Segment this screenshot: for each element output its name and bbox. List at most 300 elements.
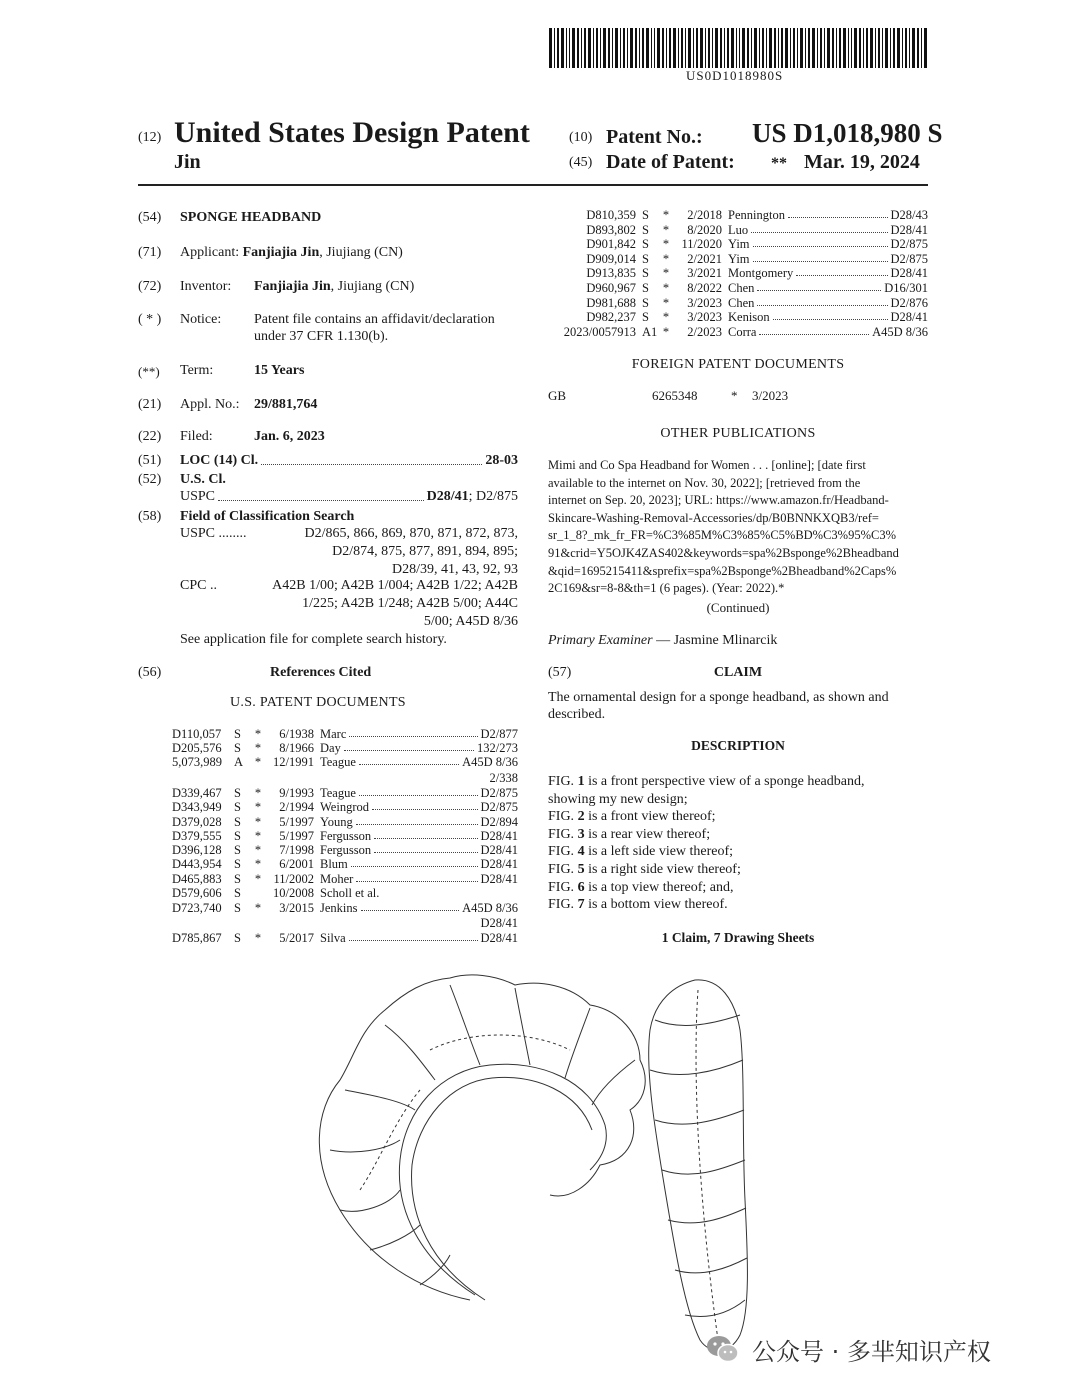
ref-star: *: [662, 324, 670, 339]
ref-star: *: [662, 237, 670, 252]
notice-label: Notice:: [180, 312, 222, 327]
left-ref-row: [172, 829, 518, 843]
field-uspc-line-3: D28/39, 41, 43, 92, 93: [392, 562, 518, 577]
description-line: [548, 808, 716, 826]
foreign-country: GB: [548, 388, 567, 403]
ref-kind: S: [642, 222, 649, 237]
ref-star: *: [254, 755, 262, 769]
ref-kind: S: [642, 310, 649, 325]
ref-date: 2/2021: [687, 251, 722, 266]
foreign-star: *: [731, 388, 738, 403]
ref-date: 8/1966: [279, 741, 314, 755]
ref-date: 11/2020: [681, 237, 722, 252]
inventor-location: , Jiujiang (CN): [330, 279, 415, 294]
ref-name: Day: [320, 741, 341, 755]
ref-leader: [349, 727, 477, 737]
patent-number: US D1,018,980 S: [752, 118, 943, 148]
ref-class: D28/41: [890, 266, 928, 281]
ref-kind: S: [642, 251, 649, 266]
ref-star: *: [254, 815, 262, 829]
ref-class: D2/875: [480, 800, 518, 814]
ref-name: Chen: [728, 281, 755, 295]
description-line: [548, 791, 688, 809]
ref-star: [248, 886, 268, 900]
ref-kind: S: [642, 237, 649, 252]
ref-leader: [382, 886, 515, 896]
code-21: (21): [138, 397, 162, 412]
headband-inner-arc: [399, 1064, 606, 1295]
left-ref-row: [172, 901, 518, 915]
code-22: (22): [138, 429, 162, 444]
ref-kind: S: [234, 786, 241, 800]
left-ref-row: [172, 916, 518, 930]
ref-class: 132/273: [477, 741, 518, 755]
ref-name: Yim: [728, 237, 750, 252]
description-line: [548, 879, 733, 897]
ref-kind: S: [234, 901, 241, 915]
appl-number: 29/881,764: [254, 397, 318, 412]
patent-no-label: Patent No.:: [606, 126, 703, 148]
ref-name: Chen: [728, 295, 755, 310]
ref-class: D28/41: [480, 857, 518, 871]
fig-text: is a top view thereof; and,: [584, 879, 734, 895]
fig-label: FIG.: [548, 879, 578, 895]
code-51: (51): [138, 453, 162, 468]
ref-date: 8/2022: [687, 281, 722, 295]
examiner-name: — Jasmine Mlinarcik: [656, 633, 778, 648]
ref-star: *: [662, 222, 670, 237]
left-ref-row: [172, 786, 518, 800]
ref-kind: S: [234, 829, 241, 843]
ref-number: D205,576: [172, 741, 222, 755]
applicant-block: [180, 245, 403, 261]
examiner-line: [548, 633, 777, 649]
ref-date: 10/2008: [273, 886, 314, 900]
right-ref-row: [548, 281, 928, 295]
code-12: (12): [138, 130, 162, 145]
ref-leader: [361, 901, 460, 911]
ref-leader: [757, 296, 887, 306]
other-pub-line: &qid=1695215411&sprefix=spa%2Bsponge%2Bheadband%2Caps%: [548, 563, 897, 578]
ref-kind: S: [234, 931, 241, 945]
ref-name: Fergusson: [320, 843, 372, 857]
ref-class: 2/338: [489, 771, 518, 785]
ref-name: Pennington: [728, 208, 785, 222]
ref-number: D785,867: [172, 931, 222, 945]
ref-date: 3/2023: [687, 310, 722, 325]
ref-date: [268, 771, 314, 785]
uspc-rest: ; D2/875: [468, 489, 518, 504]
fig-label: FIG.: [548, 826, 578, 842]
ref-date: 7/1998: [279, 843, 314, 857]
ref-star: *: [254, 857, 262, 871]
ref-class: D2/877: [480, 727, 518, 741]
ref-date: 9/1993: [279, 786, 314, 800]
ref-date: 5/1997: [279, 815, 314, 829]
code-58: (58): [138, 509, 162, 524]
ref-name: Young: [320, 815, 353, 829]
headband-drawing: [300, 960, 780, 1360]
code-56: (56): [138, 665, 162, 680]
term-value: 15 Years: [254, 363, 305, 378]
ref-class: D28/41: [480, 872, 518, 886]
field-uspc-label: USPC ........: [180, 526, 247, 541]
ref-number: D379,028: [172, 815, 222, 829]
fig-label: FIG.: [548, 897, 578, 913]
ref-kind: [234, 916, 248, 930]
ref-class: A45D 8/36: [462, 901, 518, 915]
claim-text-line-1: The ornamental design for a sponge headband, as shown and: [548, 690, 889, 705]
ref-number: D443,954: [172, 857, 222, 871]
ref-date: 2/2023: [687, 324, 722, 339]
ref-number: D901,842: [586, 237, 636, 252]
ref-class: D2/875: [890, 251, 928, 266]
ref-star: [248, 916, 268, 930]
left-ref-row: [172, 727, 518, 741]
ref-date: 5/2017: [279, 931, 314, 945]
foreign-number: 6265348: [652, 388, 698, 403]
fig-label: FIG.: [548, 774, 578, 789]
wechat-icon: [706, 1334, 740, 1364]
applicant-location: , Jiujiang (CN): [319, 245, 403, 260]
ref-name: Scholl et al.: [320, 886, 380, 900]
appl-label: Appl. No.:: [180, 397, 240, 412]
ref-kind: S: [234, 843, 241, 857]
invention-title: SPONGE HEADBAND: [180, 210, 322, 225]
term-label: Term:: [180, 363, 214, 378]
fig-text: showing my new design;: [548, 791, 688, 807]
ref-date: 3/2015: [279, 901, 314, 915]
ref-name: Weingrod: [320, 800, 369, 814]
code-notice: ( * ): [138, 312, 162, 327]
uspc-leader: [218, 489, 424, 501]
ref-name: Blum: [320, 857, 348, 871]
ref-star: *: [254, 786, 262, 800]
ref-date: 6/1938: [279, 727, 314, 741]
ref-class: A45D 8/36: [462, 755, 518, 769]
fig-text: is a right side view thereof;: [584, 862, 741, 877]
ref-date: 6/2001: [279, 857, 314, 871]
code-72: (72): [138, 279, 162, 294]
right-ref-row: [548, 296, 928, 310]
ref-date: 3/2023: [687, 295, 722, 310]
ref-number: D343,949: [172, 800, 222, 814]
description-line: [548, 843, 733, 861]
ref-kind: S: [642, 266, 649, 281]
date-of-patent: Mar. 19, 2024: [804, 151, 920, 173]
claim-title: CLAIM: [713, 665, 763, 680]
ref-star: *: [662, 266, 670, 281]
right-ref-row: [548, 237, 928, 251]
ref-class: D28/41: [480, 931, 518, 945]
ref-star: *: [662, 295, 670, 310]
ref-leader: [374, 829, 477, 839]
notice-line-1: Patent file contains an affidavit/declaration: [254, 312, 495, 327]
ref-number: D913,835: [586, 266, 636, 281]
us-cl-label: U.S. Cl.: [180, 472, 226, 487]
ref-class: D2/876: [890, 295, 928, 310]
ref-star: *: [662, 310, 670, 325]
ref-leader: [374, 843, 477, 853]
ref-number: D909,014: [586, 251, 636, 266]
ref-class: A45D 8/36: [872, 324, 928, 339]
ref-name: Silva: [320, 931, 346, 945]
ref-class: D28/41: [480, 843, 518, 857]
cpc-line-1: A42B 1/00; A42B 1/004; A42B 1/22; A42B: [272, 578, 518, 593]
description-line: [548, 861, 741, 879]
ref-name: Yim: [728, 251, 750, 266]
ref-name: Fergusson: [320, 829, 372, 843]
ref-leader: [349, 931, 478, 941]
ref-leader: [773, 310, 888, 320]
other-pub-line: 2C169&sr=8-8&th=1 (6 pages). (Year: 2022).*: [548, 581, 785, 596]
left-ref-row: [172, 755, 518, 769]
description-title: DESCRIPTION: [691, 738, 785, 753]
fig-text: is a front perspective view of a sponge headband,: [584, 774, 865, 789]
header-rule: [138, 184, 928, 186]
left-ref-row: [172, 931, 518, 945]
ref-name: Moher: [320, 872, 354, 886]
ref-star: *: [254, 741, 262, 755]
headband-side-outline: [649, 980, 748, 1351]
cpc-label: CPC ..: [180, 578, 217, 593]
ref-number: D379,555: [172, 829, 222, 843]
ref-name: Montgomery: [728, 266, 794, 281]
applicant-name: Fanjiajia Jin: [242, 245, 320, 260]
continued-note: (Continued): [706, 600, 770, 615]
left-ref-row: [172, 843, 518, 857]
loc-class-row: [180, 453, 518, 469]
fig-text: is a left side view thereof;: [584, 844, 734, 860]
ref-number: D396,128: [172, 843, 222, 857]
ref-class: D2/875: [480, 786, 518, 800]
ref-leader: [351, 857, 478, 867]
fig-text: is a bottom view thereof.: [584, 897, 728, 913]
ref-date: [268, 916, 314, 930]
loc-leader: [261, 453, 482, 465]
other-pub-line: available to the internet on Nov. 30, 2022]; [retrieved from the: [548, 475, 861, 490]
left-ref-row: [172, 800, 518, 814]
left-ref-row: [172, 886, 518, 900]
inventor-name: Fanjiajia Jin: [254, 279, 331, 294]
ref-kind: A: [234, 755, 244, 769]
ref-leader: [751, 223, 887, 233]
ref-date: 3/2021: [687, 266, 722, 281]
ref-number: D893,802: [586, 222, 636, 237]
fig-label: FIG.: [548, 862, 578, 877]
watermark-text: 公众号 · 多芈知识产权: [752, 1337, 991, 1366]
ref-kind: S: [234, 815, 241, 829]
ref-number: D465,883: [172, 872, 222, 886]
patent-type-title: United States Design Patent: [174, 116, 530, 149]
ref-star: *: [662, 251, 670, 266]
inventor-block: [254, 279, 414, 295]
right-ref-row: [548, 223, 928, 237]
ref-number: [172, 916, 234, 930]
other-publications-title: OTHER PUBLICATIONS: [660, 426, 816, 441]
ref-leader: [759, 325, 869, 335]
ref-star: *: [662, 281, 670, 295]
other-pub-line: internet on Sep. 20, 2023]; URL: https://www.amazon.fr/Headband-: [548, 493, 889, 508]
code-71: (71): [138, 245, 162, 260]
fig-number: 2: [577, 809, 585, 825]
ref-star: [248, 771, 268, 785]
notice-line-2: under 37 CFR 1.130(b).: [254, 329, 389, 344]
foreign-patent-documents-title: FOREIGN PATENT DOCUMENTS: [631, 357, 845, 372]
claim-text-line-2: described.: [548, 707, 606, 722]
ref-kind: S: [642, 281, 649, 295]
left-ref-row: [172, 741, 518, 755]
ref-number: D339,467: [172, 786, 222, 800]
fig-label: FIG.: [548, 809, 578, 825]
ref-date: 2/1994: [279, 800, 314, 814]
ref-class: D28/41: [890, 310, 928, 325]
field-uspc-line-1: D2/865, 866, 869, 870, 871, 872, 873,: [304, 526, 518, 541]
other-pub-line: Skincare-Washing-Removal-Accessories/dp/B0BNNKXQB3/ref=: [548, 510, 879, 525]
ref-number: D723,740: [172, 901, 222, 915]
ref-date: 5/1997: [279, 829, 314, 843]
ref-class: D28/43: [890, 208, 928, 222]
ref-leader: [359, 755, 459, 765]
description-line: [548, 826, 710, 844]
code-term: (**): [138, 364, 160, 379]
uspc-row: [180, 489, 518, 505]
applicant-label: Applicant:: [180, 245, 240, 260]
fig-number: 5: [577, 862, 585, 877]
ref-kind: S: [234, 857, 241, 871]
references-cited-title: References Cited: [270, 665, 372, 680]
code-10: (10): [569, 130, 593, 145]
ref-kind: A1: [642, 324, 658, 339]
ref-number: D982,237: [586, 310, 636, 325]
filed-label: Filed:: [180, 429, 213, 444]
ref-leader: [753, 237, 888, 247]
description-line: [548, 773, 864, 791]
code-57: (57): [548, 665, 572, 680]
other-pub-line: 91&crid=Y5OJK4ZAS402&keywords=spa%2Bsponge%2Bheadband: [548, 546, 899, 560]
barcode-number: US0D1018980S: [686, 68, 784, 83]
watermark: [706, 1332, 991, 1366]
field-search-label: Field of Classification Search: [180, 509, 355, 524]
ref-number: D960,967: [586, 281, 636, 295]
ref-kind: S: [234, 727, 241, 741]
ref-class: D2/875: [890, 237, 928, 252]
ref-number: [172, 771, 234, 785]
ref-name: Kenison: [728, 310, 770, 325]
ref-class: D28/41: [480, 829, 518, 843]
ref-leader: [356, 872, 477, 882]
code-45: (45): [569, 155, 593, 170]
other-pub-line: Mimi and Co Spa Headband for Women . . . [online]; [date first: [548, 458, 866, 472]
ref-date: 11/2002: [273, 872, 314, 886]
left-ref-row: [172, 771, 518, 785]
ref-leader: [356, 815, 478, 825]
field-uspc-line-2: D2/874, 875, 877, 891, 894, 895;: [332, 544, 518, 559]
fig-number: 3: [577, 826, 585, 842]
description-line: [548, 896, 728, 914]
ref-number: D810,359: [586, 208, 636, 222]
ref-leader: [796, 266, 887, 276]
fig-number: 6: [577, 879, 585, 895]
ref-number: 2023/0057913: [563, 324, 636, 339]
ref-leader: [344, 741, 474, 751]
examiner-label: Primary Examiner: [548, 633, 653, 648]
code-54: (54): [138, 210, 162, 225]
search-history: See application file for complete search history.: [180, 632, 447, 647]
left-ref-row: [172, 857, 518, 871]
right-ref-row: [548, 252, 928, 266]
ref-star: *: [254, 829, 262, 843]
ref-name: Teague: [320, 786, 356, 800]
cpc-line-3: 5/00; A45D 8/36: [423, 614, 518, 629]
ref-leader: [323, 916, 478, 926]
ref-star: *: [254, 931, 262, 945]
ref-kind: S: [234, 741, 241, 755]
ref-star: *: [254, 800, 262, 814]
barcode: [549, 28, 929, 68]
ref-star: *: [254, 843, 262, 857]
fig-number: 1: [577, 774, 585, 789]
ref-class: D28/41: [890, 222, 928, 237]
right-ref-row: [548, 208, 928, 222]
ref-name: Teague: [320, 755, 356, 769]
ref-number: 5,073,989: [172, 755, 222, 769]
ref-star: *: [254, 727, 262, 741]
ref-kind: S: [234, 872, 241, 886]
date-label: Date of Patent:: [606, 151, 735, 173]
uspc-main: D28/41: [426, 489, 469, 504]
ref-date: 2/2018: [687, 208, 722, 222]
cpc-line-2: 1/225; A42B 1/248; A42B 5/00; A44C: [302, 596, 518, 611]
claims-summary: 1 Claim, 7 Drawing Sheets: [661, 930, 815, 945]
ref-star: *: [254, 872, 262, 886]
loc-value: 28-03: [485, 453, 518, 468]
fig-number: 7: [577, 897, 585, 913]
fig-text: is a rear view thereof;: [584, 826, 711, 842]
ref-leader: [323, 771, 487, 781]
us-patent-documents-title: U.S. PATENT DOCUMENTS: [230, 695, 406, 710]
foreign-date: 3/2023: [752, 388, 789, 403]
loc-label: LOC (14) Cl.: [180, 453, 259, 468]
ref-class: D2/894: [480, 815, 518, 829]
fig-text: is a front view thereof;: [584, 809, 716, 825]
right-ref-row: [548, 325, 928, 339]
ref-name: Marc: [320, 727, 347, 741]
other-pub-line: sr_1_8?_mk_fr_FR=%C3%85M%C3%85%C5%BD%C3%95%C3%: [548, 528, 897, 543]
ref-name: Jenkins: [320, 901, 358, 915]
date-stars: **: [771, 155, 787, 172]
inventor-surname: Jin: [174, 151, 201, 173]
ref-leader: [788, 208, 888, 218]
code-52: (52): [138, 472, 162, 487]
left-ref-row: [172, 872, 518, 886]
right-ref-row: [548, 310, 928, 324]
ref-number: D579,606: [172, 886, 222, 900]
ref-star: *: [254, 901, 262, 915]
ref-number: D981,688: [586, 295, 636, 310]
ref-leader: [757, 281, 881, 291]
ref-class: D28/41: [480, 916, 518, 930]
ref-name: Luo: [728, 222, 749, 237]
right-ref-row: [548, 266, 928, 280]
ref-kind: [234, 771, 248, 785]
ref-number: D110,057: [172, 727, 222, 741]
fig-number: 4: [577, 844, 585, 860]
uspc-label: USPC: [180, 489, 216, 504]
ref-kind: S: [642, 295, 649, 310]
left-ref-row: [172, 815, 518, 829]
fig-label: FIG.: [548, 844, 578, 860]
